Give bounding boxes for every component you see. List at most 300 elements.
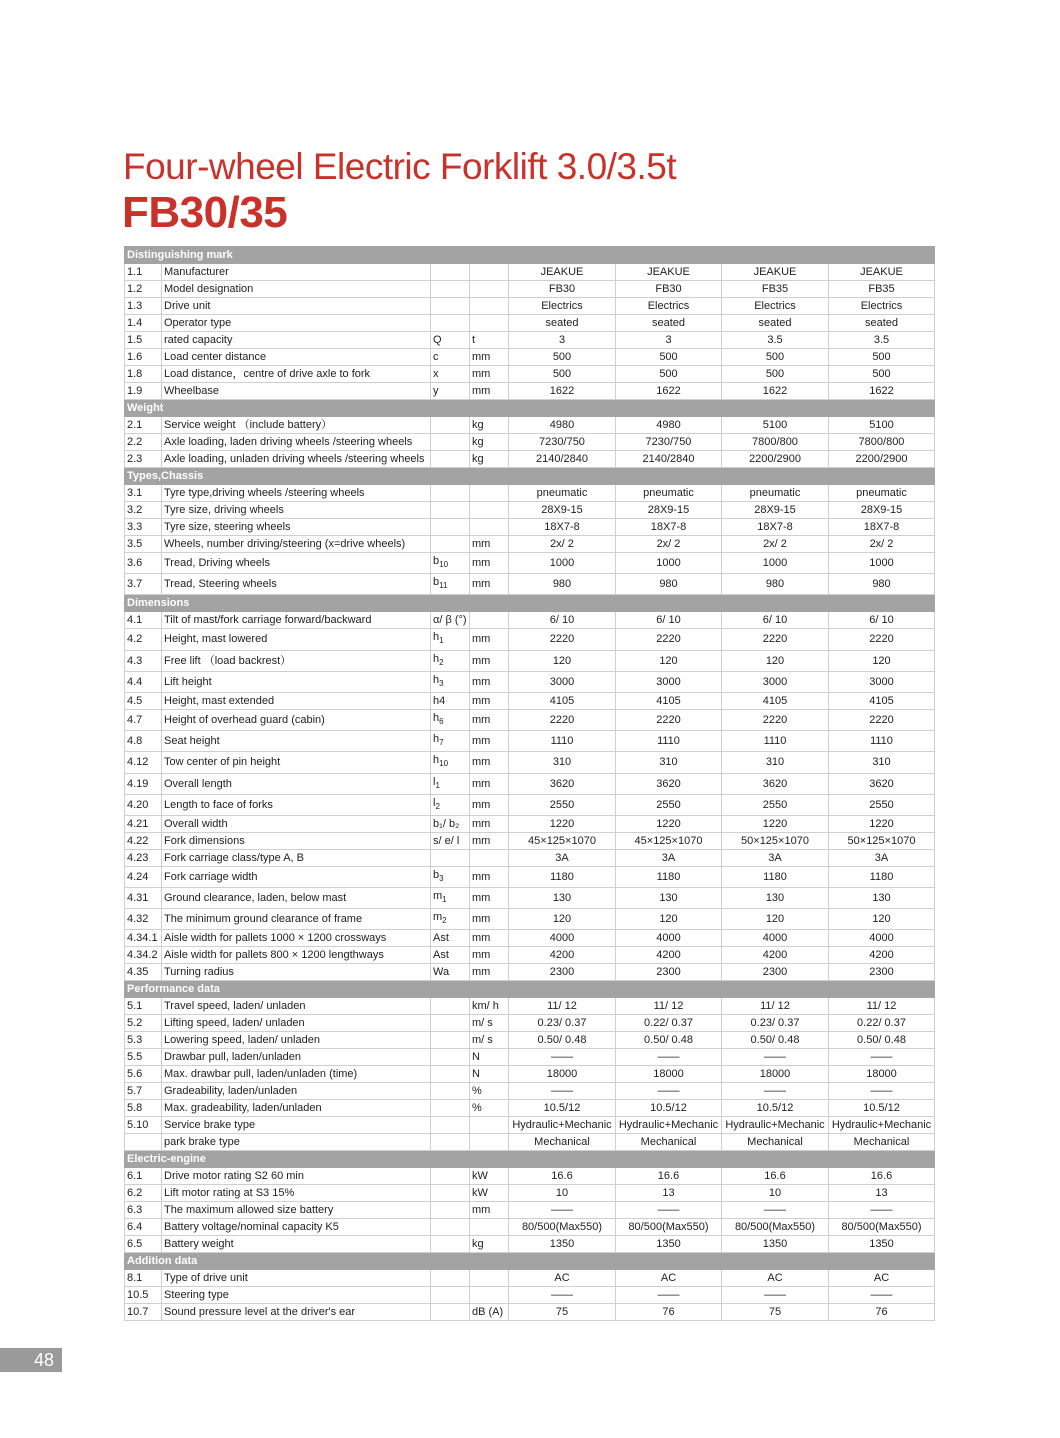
row-unit [470,1270,509,1287]
row-number: 3.2 [125,502,162,519]
row-value: 120 [722,650,829,671]
row-value: 0.23/ 0.37 [722,1015,829,1032]
row-symbol [431,1304,470,1321]
row-value: 10.5/12 [829,1100,935,1117]
row-value: 3000 [509,671,616,692]
row-description: Type of drive unit [162,1270,431,1287]
table-row [125,536,935,553]
row-symbol [431,574,470,595]
row-number: 3.6 [125,553,162,574]
row-description: Lift motor rating at S3 15% [162,1185,431,1202]
row-value: pneumatic [722,485,829,502]
row-value: 4105 [616,692,722,709]
row-description: Drawbar pull, laden/unladen [162,1049,431,1066]
table-row [125,519,935,536]
row-number: 5.6 [125,1066,162,1083]
row-unit: mm [470,536,509,553]
row-unit: mm [470,349,509,366]
row-value: 75 [722,1304,829,1321]
row-value: 11/ 12 [829,998,935,1015]
table-row [125,1015,935,1032]
row-unit: kW [470,1168,509,1185]
row-value: 3620 [509,773,616,794]
row-value: 11/ 12 [509,998,616,1015]
row-value: JEAKUE [509,264,616,281]
row-symbol [431,417,470,434]
row-value: 2140/2840 [509,451,616,468]
row-description: Max. drawbar pull, laden/unladen (time) [162,1066,431,1083]
table-row [125,752,935,773]
symbol-subscript: 10 [439,560,449,570]
row-unit [470,502,509,519]
row-description: Tilt of mast/fork carriage forward/backward [162,612,431,629]
row-number: 3.3 [125,519,162,536]
row-unit: kg [470,434,509,451]
row-value: Hydraulic+Mechanic [509,1117,616,1134]
table-row [125,417,935,434]
row-description: Manufacturer [162,264,431,281]
row-description: rated capacity [162,332,431,349]
row-unit: mm [470,671,509,692]
row-value: 11/ 12 [616,998,722,1015]
row-value: —— [616,1083,722,1100]
row-number: 4.2 [125,629,162,650]
row-number: 4.19 [125,773,162,794]
row-value: 10.5/12 [616,1100,722,1117]
row-value: 2200/2900 [722,451,829,468]
row-value: 5100 [722,417,829,434]
table-row [125,794,935,815]
row-value: 0.23/ 0.37 [509,1015,616,1032]
row-number: 1.3 [125,298,162,315]
row-value: 120 [616,650,722,671]
row-unit [470,1134,509,1151]
row-value: 6/ 10 [829,612,935,629]
row-number: 1.6 [125,349,162,366]
row-value: 500 [829,366,935,383]
row-number: 4.20 [125,794,162,815]
row-value: 500 [616,349,722,366]
row-value: 3 [616,332,722,349]
row-number: 5.10 [125,1117,162,1134]
row-description: Service weight （include battery） [162,417,431,434]
row-value: FB30 [616,281,722,298]
row-unit: mm [470,366,509,383]
row-description: Ground clearance, laden, below mast [162,888,431,909]
row-value: Mechanical [829,1134,935,1151]
row-number: 6.2 [125,1185,162,1202]
row-value: 10.5/12 [722,1100,829,1117]
row-description: Seat height [162,731,431,752]
row-value: 980 [829,574,935,595]
symbol-subscript: 10 [439,759,449,769]
row-value: 18000 [616,1066,722,1083]
row-value: 2140/2840 [616,451,722,468]
row-value: 1350 [829,1236,935,1253]
row-value: Mechanical [722,1134,829,1151]
row-unit [470,1219,509,1236]
symbol-subscript: 1 [439,636,444,646]
row-symbol [431,629,470,650]
row-description: Aisle width for pallets 1000 × 1200 crossways [162,930,431,947]
row-number: 4.24 [125,866,162,887]
row-symbol: Q [431,332,470,349]
row-value: JEAKUE [722,264,829,281]
row-value: 10 [509,1185,616,1202]
row-value: 4105 [722,692,829,709]
row-value: 1350 [722,1236,829,1253]
row-value: 1110 [616,731,722,752]
section-title: Performance data [125,981,935,998]
row-value: seated [829,315,935,332]
table-row [125,671,935,692]
table-row [125,888,935,909]
row-value: 18000 [829,1066,935,1083]
row-number: 4.22 [125,832,162,849]
row-value: FB30 [509,281,616,298]
row-value: 16.6 [829,1168,935,1185]
row-number: 3.5 [125,536,162,553]
row-symbol [431,1287,470,1304]
row-value: 130 [616,888,722,909]
row-description: The maximum allowed size battery [162,1202,431,1219]
row-value: —— [616,1287,722,1304]
row-value: 310 [722,752,829,773]
row-value: 2550 [616,794,722,815]
row-value: 130 [509,888,616,909]
row-number: 4.31 [125,888,162,909]
row-symbol [431,1100,470,1117]
page-title: FB30/35 [122,188,288,237]
row-description: Service brake type [162,1117,431,1134]
row-number: 6.4 [125,1219,162,1236]
row-value: 28X9-15 [829,502,935,519]
spec-table [124,246,935,1321]
row-value: 76 [829,1304,935,1321]
row-value: 310 [616,752,722,773]
row-value: 2220 [722,629,829,650]
row-value: Electrics [829,298,935,315]
row-symbol [431,1168,470,1185]
row-value: 3620 [616,773,722,794]
row-symbol [431,1083,470,1100]
row-symbol [431,1117,470,1134]
row-value: 0.50/ 0.48 [616,1032,722,1049]
row-value: 1622 [616,383,722,400]
row-value: 4000 [509,930,616,947]
row-description: Wheels, number driving/steering (x=drive wheels) [162,536,431,553]
row-number: 5.5 [125,1049,162,1066]
table-row [125,1202,935,1219]
row-unit: km/ h [470,998,509,1015]
row-value: —— [722,1083,829,1100]
row-symbol: y [431,383,470,400]
row-value: seated [616,315,722,332]
row-unit: mm [470,709,509,730]
row-symbol [431,1134,470,1151]
table-row [125,612,935,629]
row-value: 2x/ 2 [829,536,935,553]
row-value: FB35 [829,281,935,298]
row-value: AC [722,1270,829,1287]
row-description: Overall length [162,773,431,794]
row-value: 3000 [722,671,829,692]
row-value: 3.5 [829,332,935,349]
row-value: 500 [509,366,616,383]
table-row [125,1032,935,1049]
row-value: JEAKUE [616,264,722,281]
row-number: 4.1 [125,612,162,629]
row-value: 10.5/12 [509,1100,616,1117]
row-value: 500 [509,349,616,366]
row-value: 16.6 [509,1168,616,1185]
row-unit: m/ s [470,1032,509,1049]
row-symbol: α/ β (°) [431,612,470,629]
row-value: 0.22/ 0.37 [616,1015,722,1032]
symbol-subscript: 1 [435,780,440,790]
table-row [125,451,935,468]
row-symbol [431,849,470,866]
table-row [125,909,935,930]
row-description: Fork carriage class/type A, B [162,849,431,866]
row-number: 5.3 [125,1032,162,1049]
section-header-row [125,595,935,612]
row-value: 130 [829,888,935,909]
table-row [125,1117,935,1134]
row-description: Load distance，centre of drive axle to fork [162,366,431,383]
row-unit: N [470,1066,509,1083]
row-unit: mm [470,692,509,709]
row-value: —— [509,1049,616,1066]
row-number: 10.7 [125,1304,162,1321]
row-value: AC [509,1270,616,1287]
row-description: Free lift （load backrest） [162,650,431,671]
row-value: 1622 [509,383,616,400]
row-symbol [431,281,470,298]
row-value: 4000 [829,930,935,947]
row-symbol [431,731,470,752]
row-number: 1.4 [125,315,162,332]
row-symbol: s/ e/ l [431,832,470,849]
table-row [125,553,935,574]
row-value: 2220 [616,629,722,650]
row-value: 2300 [829,964,935,981]
row-value: Hydraulic+Mechanic [616,1117,722,1134]
row-value: 4200 [616,947,722,964]
table-row [125,315,935,332]
row-value: 0.22/ 0.37 [829,1015,935,1032]
row-description: Tyre size, driving wheels [162,502,431,519]
row-number: 4.32 [125,909,162,930]
row-unit [470,485,509,502]
row-value: 4200 [509,947,616,964]
row-value: 500 [722,349,829,366]
row-value: pneumatic [616,485,722,502]
row-unit: dB (A) [470,1304,509,1321]
row-value: 0.50/ 0.48 [509,1032,616,1049]
row-value: pneumatic [829,485,935,502]
row-value: 16.6 [616,1168,722,1185]
section-header-row [125,468,935,485]
row-symbol [431,671,470,692]
row-value: 2200/2900 [829,451,935,468]
symbol-letter: b [433,555,440,567]
row-value: 500 [722,366,829,383]
row-description: Load center distance [162,349,431,366]
row-value: 2220 [829,709,935,730]
row-value: 0.50/ 0.48 [722,1032,829,1049]
row-value: 2220 [829,629,935,650]
row-value: 16.6 [722,1168,829,1185]
row-value: 13 [829,1185,935,1202]
row-number: 3.7 [125,574,162,595]
row-value: 2x/ 2 [509,536,616,553]
table-row [125,866,935,887]
table-row [125,1066,935,1083]
section-title: Types,Chassis [125,468,935,485]
row-value: —— [509,1287,616,1304]
row-value: 6/ 10 [616,612,722,629]
row-value: 18X7-8 [616,519,722,536]
row-value: 1110 [722,731,829,752]
row-unit: mm [470,964,509,981]
row-symbol [431,434,470,451]
row-value: 2300 [509,964,616,981]
row-number: 4.21 [125,815,162,832]
row-unit: mm [470,794,509,815]
row-description: Tyre type,driving wheels /steering wheels [162,485,431,502]
row-value: 1350 [616,1236,722,1253]
table-row [125,1134,935,1151]
row-value: —— [616,1049,722,1066]
symbol-letter: l [433,775,436,788]
table-row [125,434,935,451]
table-row [125,332,935,349]
table-row [125,832,935,849]
row-symbol [431,1185,470,1202]
section-header-row [125,1253,935,1270]
row-value: 2220 [509,629,616,650]
row-value: —— [829,1202,935,1219]
table-row [125,1270,935,1287]
row-unit: mm [470,888,509,909]
row-unit: mm [470,773,509,794]
row-description: Aisle width for pallets 800 × 1200 lengthways [162,947,431,964]
row-value: 1180 [722,866,829,887]
section-title: Dimensions [125,595,935,612]
row-description: Axle loading, laden driving wheels /steering wheels [162,434,431,451]
row-value: 1110 [829,731,935,752]
row-symbol [431,264,470,281]
row-symbol: Wa [431,964,470,981]
table-row [125,281,935,298]
row-value: JEAKUE [829,264,935,281]
row-value: —— [829,1049,935,1066]
row-value: 1110 [509,731,616,752]
row-value: —— [722,1202,829,1219]
row-unit [470,281,509,298]
row-description: Gradeability, laden/unladen [162,1083,431,1100]
table-row [125,502,935,519]
row-unit: mm [470,629,509,650]
row-value: 2550 [722,794,829,815]
row-number: 4.3 [125,650,162,671]
row-value: 50×125×1070 [722,832,829,849]
row-description: Operator type [162,315,431,332]
row-value: 1220 [722,815,829,832]
table-row [125,366,935,383]
row-unit: mm [470,815,509,832]
symbol-letter: h [433,754,440,767]
row-description: Height, mast lowered [162,629,431,650]
row-value: 1220 [509,815,616,832]
table-row [125,1185,935,1202]
table-row [125,930,935,947]
row-number: 1.1 [125,264,162,281]
row-value: 18000 [722,1066,829,1083]
row-value: —— [829,1287,935,1304]
row-description: Fork carriage width [162,866,431,887]
symbol-letter: l [433,796,436,809]
row-unit: N [470,1049,509,1066]
row-value: Hydraulic+Mechanic [829,1117,935,1134]
symbol-subscript: 7 [439,738,444,748]
row-value: 2220 [722,709,829,730]
row-number: 6.3 [125,1202,162,1219]
table-row [125,773,935,794]
row-value: 50×125×1070 [829,832,935,849]
row-unit: mm [470,752,509,773]
row-value: 18000 [509,1066,616,1083]
row-unit: mm [470,909,509,930]
section-header-row [125,981,935,998]
row-value: 980 [616,574,722,595]
row-value: —— [722,1287,829,1304]
row-unit [470,298,509,315]
table-row [125,731,935,752]
row-value: —— [829,1083,935,1100]
row-description: Lowering speed, laden/ unladen [162,1032,431,1049]
row-symbol [431,888,470,909]
row-symbol [431,485,470,502]
row-unit: mm [470,1202,509,1219]
page-subtitle: Four-wheel Electric Forklift 3.0/3.5t [123,146,677,187]
row-value: 13 [616,1185,722,1202]
row-symbol [431,298,470,315]
row-value: 3A [509,849,616,866]
row-value: 1220 [829,815,935,832]
row-value: 1350 [509,1236,616,1253]
row-value: 7230/750 [509,434,616,451]
row-value: seated [509,315,616,332]
row-symbol [431,1219,470,1236]
row-value: 3 [509,332,616,349]
row-value: 120 [722,909,829,930]
row-description: The minimum ground clearance of frame [162,909,431,930]
row-number: 10.5 [125,1287,162,1304]
row-unit [470,315,509,332]
row-value: 1622 [829,383,935,400]
row-number: 4.8 [125,731,162,752]
row-description: Drive unit [162,298,431,315]
row-value: 6/ 10 [722,612,829,629]
row-value: 310 [829,752,935,773]
row-unit [470,1287,509,1304]
row-symbol [431,553,470,574]
row-value: 28X9-15 [616,502,722,519]
row-value: Mechanical [616,1134,722,1151]
row-number: 4.4 [125,671,162,692]
